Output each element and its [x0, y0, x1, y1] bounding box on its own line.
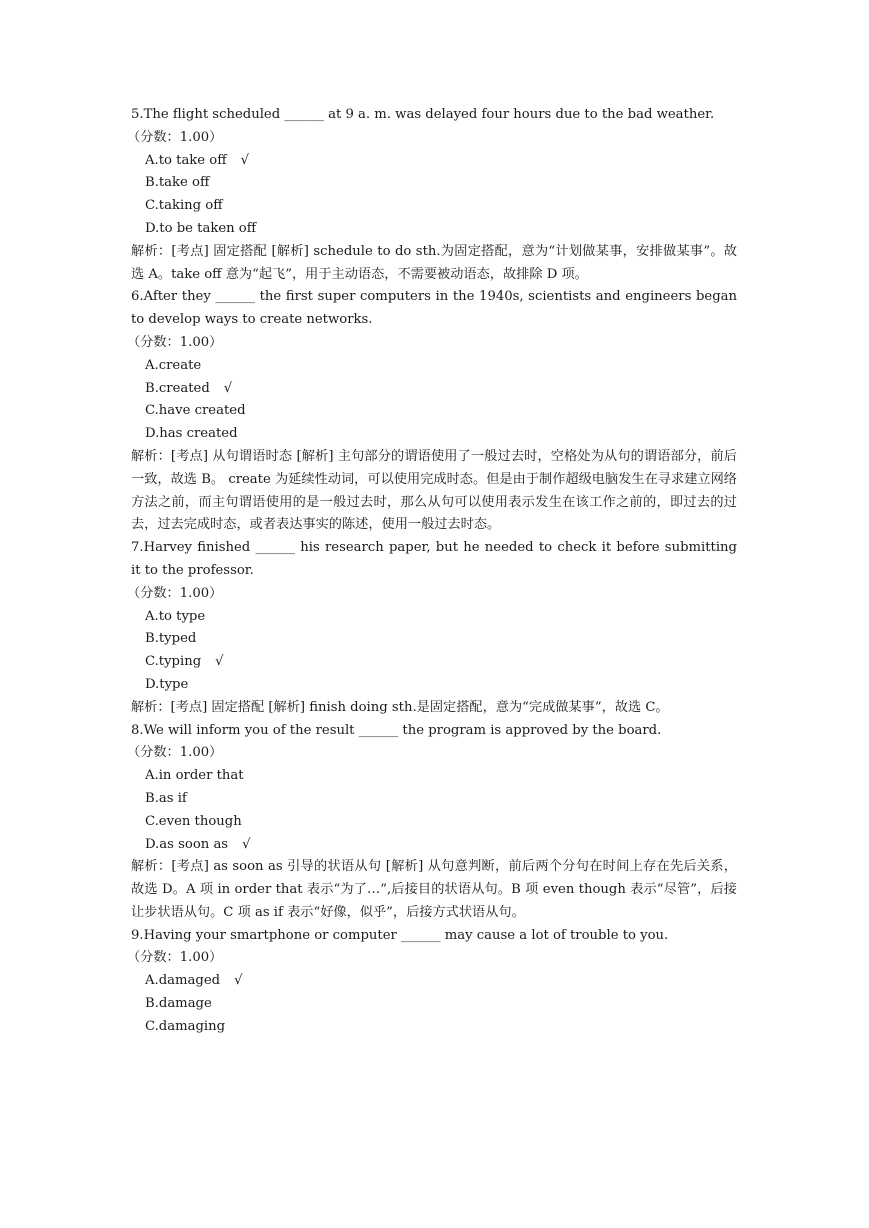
- option-a: [131, 150, 737, 173]
- option-label: B.created: [145, 380, 210, 396]
- option-d: D.has created: [145, 426, 238, 442]
- question-9: [127, 925, 737, 1039]
- option-c: C.damaging: [145, 1018, 226, 1034]
- option-d: [131, 834, 737, 857]
- correct-check-icon: √: [215, 654, 224, 670]
- question-stem: 8.We will inform you of the result ______ the program is approved by the board.: [131, 722, 662, 738]
- option-b: B.as if: [145, 790, 187, 806]
- question-score: （分数：1.00）: [127, 745, 223, 761]
- option-label: C.typing: [145, 654, 202, 670]
- correct-check-icon: √: [240, 152, 250, 168]
- option-d: D.type: [145, 676, 189, 692]
- question-stem: 9.Having your smartphone or computer ______ may cause a lot of trouble to you.: [131, 927, 669, 943]
- correct-check-icon: √: [223, 380, 233, 396]
- question-score: （分数：1.00）: [127, 129, 223, 145]
- option-b: B.damage: [145, 996, 212, 1012]
- question-7: [127, 537, 737, 719]
- option-c: C.taking off: [145, 198, 223, 214]
- option-a: A.to type: [145, 608, 206, 624]
- option-label: A.damaged: [145, 973, 221, 989]
- question-stem: 5.The flight scheduled ______ at 9 a. m. was delayed four hours due to the bad weather.: [131, 107, 715, 122]
- correct-check-icon: √: [234, 973, 243, 989]
- question-stem: 6.After they ______ the first super computers in the 1940s, scientists and engineers began to develop ways to create networks.: [131, 289, 737, 328]
- question-explanation: 解析：[考点] 固定搭配 [解析] schedule to do sth.为固定搭配，意为“计划做某事，安排做某事”。故选 A。take off 意为“起飞”，用于主动语态，不需要被动语态，故排除 D 项。: [131, 243, 737, 282]
- question-8: [127, 720, 737, 925]
- option-b: [131, 378, 737, 401]
- question-stem: 7.Harvey finished ______ his research paper, but he needed to check it before submitting it to the professor.: [131, 540, 737, 578]
- option-label: D.as soon as: [145, 836, 229, 852]
- option-a: A.create: [145, 357, 202, 373]
- question-5: [127, 104, 737, 286]
- correct-check-icon: √: [242, 836, 251, 852]
- question-list: [127, 104, 737, 1039]
- option-b: B.typed: [145, 631, 197, 647]
- option-b: B.take off: [145, 175, 210, 191]
- option-a: A.in order that: [145, 768, 244, 784]
- question-score: （分数：1.00）: [127, 950, 223, 966]
- option-a: [131, 970, 737, 993]
- question-6: [127, 286, 737, 537]
- option-c: C.even though: [145, 813, 242, 829]
- option-c: C.have created: [145, 403, 246, 419]
- option-c: [131, 651, 737, 674]
- question-score: （分数：1.00）: [127, 585, 223, 601]
- option-d: D.to be taken off: [145, 220, 257, 236]
- question-explanation: 解析：[考点] 从句谓语时态 [解析] 主句部分的谓语使用了一般过去时，空格处为从句的谓语部分，前后一致，故选 B。 create 为延续性动词，可以使用完成时态。但是由于制作超级电脑发生在寻求建立网络方法之前，而主句谓语使用的是一般过去时，那么从句可以使用表示发生在该工作之前的，即过去的过去，过去完成时态，或者表达事实的陈述，使用一般过去时态。: [131, 448, 737, 533]
- question-explanation: 解析：[考点] as soon as 引导的状语从句 [解析] 从句意判断，前后两个分句在时间上存在先后关系，故选 D。A 项 in order that 表示“为了…”,后接目的状语从句。B 项 even though 表示“尽管”，后接让步状语从句。C 项 as if 表示“好像，似乎”，后接方式状语从句。: [131, 859, 737, 920]
- question-score: （分数：1.00）: [127, 334, 223, 350]
- question-explanation: 解析：[考点] 固定搭配 [解析] finish doing sth.是固定搭配，意为“完成做某事”，故选 C。: [131, 699, 669, 715]
- option-label: A.to take off: [145, 152, 227, 168]
